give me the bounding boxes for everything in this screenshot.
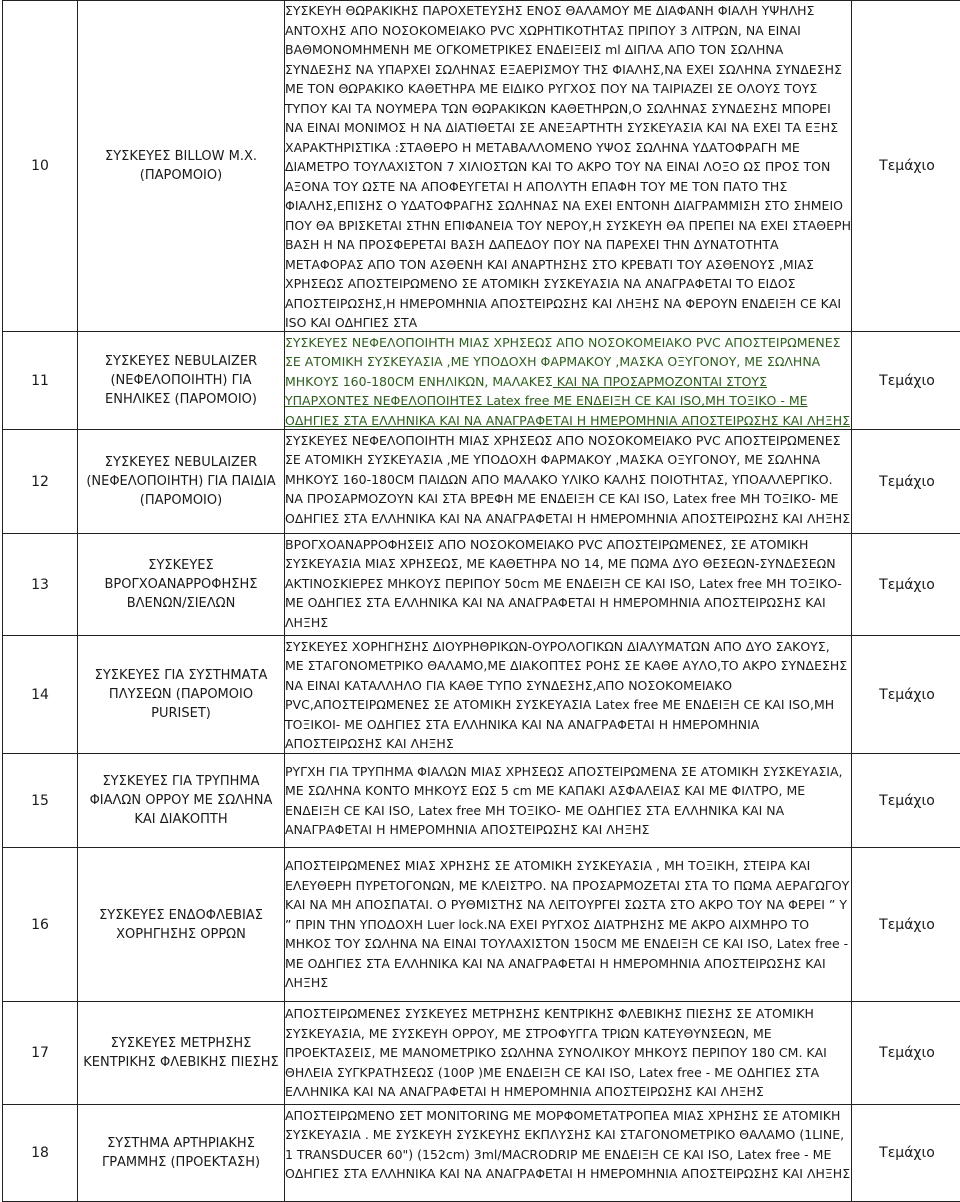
item-description [285, 754, 852, 848]
item-number: 10 [3, 1, 78, 332]
item-number: 14 [3, 636, 78, 754]
table-row [3, 1, 960, 332]
item-name: ΣΥΣΚΕΥΕΣ ΒΡΟΓΧΟΑΝΑΡΡΟΦΗΣΗΣ ΒΛΕΝΩΝ/ΣΙΕΛΩΝ [78, 534, 285, 636]
item-unit: Τεμάχιο [852, 636, 960, 754]
item-description [285, 636, 852, 754]
item-unit: Τεμάχιο [852, 332, 960, 430]
item-unit: Τεμάχιο [852, 534, 960, 636]
item-name: ΣΥΣΚΕΥΕΣ ΓΙΑ ΤΡΥΠΗΜΑ ΦΙΑΛΩΝ ΟΡΡΟΥ ΜΕ ΣΩΛΗΝΑ ΚΑΙ ΔΙΑΚΟΠΤΗ [78, 754, 285, 848]
item-number: 11 [3, 332, 78, 430]
table-row [3, 430, 960, 534]
description-text: ΡΥΓΧΗ ΓΙΑ ΤΡΥΠΗΜΑ ΦΙΑΛΩΝ ΜΙΑΣ ΧΡΗΣΕΩΣ ΑΠΟΣΤΕΙΡΩΜΕΝΑ ΣΕ ΑΤΟΜΙΚΗ ΣΥΣΚΕΥΑΣΙΑ, ΜΕ ΣΩΛΗΝΑ ΚΟΝΤΟ ΜΗΚΟΥΣ ΕΩΣ 5 cm ΜΕ ΚΑΠΑΚΙ ΑΣΦΑΛΕΙΑΣ ΚΑΙ ΜΕ ΦΙΛΤΡΟ, ΜΕ ΕΝΔΕΙΞΗ CE ΚΑΙ ISO, Latex free ΜΗ ΤΟΞΙΚΟ- ΜΕ ΟΔΗΓΙΕΣ ΣΤΑ ΕΛΛΗΝΙΚΑ ΚΑΙ ΝΑ ΑΝΑΓΡΑΦΕΤΑΙ Η ΗΜΕΡΟΜΗΝΙΑ ΑΠΟΣΤΕΙΡΩΣΗΣ ΚΑΙ ΛΗΞΗΣ [285, 764, 843, 838]
item-unit: Τεμάχιο [852, 1002, 960, 1105]
item-unit: Τεμάχιο [852, 848, 960, 1002]
item-description [285, 1002, 852, 1105]
table-row [3, 1105, 960, 1202]
table-row [3, 1002, 960, 1105]
description-text: ΣΥΣΚΕΥΕΣ ΝΕΦΕΛΟΠΟΙΗΤΗ ΜΙΑΣ ΧΡΗΣΕΩΣ ΑΠΟ ΝΟΣΟΚΟΜΕΙΑΚΟ PVC ΑΠΟΣΤΕΙΡΩΜΕΝΕΣ ΣΕ ΑΤΟΜΙΚΗ ΣΥΣΚΕΥΑΣΙΑ ,ΜΕ ΥΠΟΔΟΧΗ ΦΑΡΜΑΚΟΥ ,ΜΑΣΚΑ ΟΞΥΓΟΝΟΥ, ΜΕ ΣΩΛΗΝΑ ΜΗΚΟΥΣ 160-180CM ΠΑΙΔΩΝ ΑΠΟ ΜΑΛΑΚΟ ΥΛΙΚΟ ΚΑΛΗΣ ΠΟΙΟΤΗΤΑΣ, ΥΠΟΑΛΛΕΡΓΙΚΟ. ΝΑ ΠΡΟΣΑΡΜΟΖΟΥΝ ΚΑΙ ΣΤΑ ΒΡΕΦΗ ΜΕ ΕΝΔΕΙΞΗ CE ΚΑΙ ISO, Latex free ΜΗ ΤΟΞΙΚΟ- ΜΕ ΟΔΗΓΙΕΣ ΣΤΑ ΕΛΛΗΝΙΚΑ ΚΑΙ ΝΑ ΑΝΑΓΡΑΦΕΤΑΙ Η ΗΜΕΡΟΜΗΝΙΑ ΑΠΟΣΤΕΙΡΩΣΗΣ ΚΑΙ ΛΗΞΗΣ [285, 433, 850, 526]
item-unit: Τεμάχιο [852, 430, 960, 534]
item-name: ΣΥΣΚΕΥΕΣ ΜΕΤΡΗΣΗΣ ΚΕΝΤΡΙΚΗΣ ΦΛΕΒΙΚΗΣ ΠΙΕΣΗΣ [78, 1002, 285, 1105]
item-unit: Τεμάχιο [852, 1105, 960, 1202]
description-text: ΑΠΟΣΤΕΙΡΩΜΕΝΟ ΣΕΤ MONITORING ΜΕ ΜΟΡΦΟΜΕΤΑΤΡΟΠΕΑ ΜΙΑΣ ΧΡΗΣΗΣ ΣΕ ΑΤΟΜΙΚΗ ΣΥΣΚΕΥΑΣΙΑ . ΜΕ ΣΥΣΚΕΥΗ ΣΥΣΚΕΥΗΣ ΕΚΠΛΥΣΗΣ ΚΑΙ ΣΤΑΓΟΝΟΜΕΤΡΙΚΟ ΘΑΛΑΜΟ (1LINE, 1 TRANSDUCER 60") (152cm) 3ml/MACRODRIP ΜΕ ΕΝΔΕΙΞΗ CE ΚΑΙ ISO, Latex free - ΜΕ ΟΔΗΓΙΕΣ ΣΤΑ ΕΛΛΗΝΙΚΑ ΚΑΙ ΝΑ ΑΝΑΓΡΑΦΕΤΑΙ Η ΗΜΕΡΟΜΗΝΙΑ ΑΠΟΣΤΕΙΡΩΣΗΣ ΚΑΙ ΛΗΞΗΣ [285, 1108, 850, 1182]
description-text: ΣΥΣΚΕΥΕΣ ΝΕΦΕΛΟΠΟΙΗΤΗ ΜΙΑΣ ΧΡΗΣΕΩΣ ΑΠΟ ΝΟΣΟΚΟΜΕΙΑΚΟ PVC ΑΠΟΣΤΕΙΡΩΜΕΝΕΣ ΣΕ ΑΤΟΜΙΚΗ ΣΥΣΚΕΥΑΣΙΑ ,ΜΕ ΥΠΟΔΟΧΗ ΦΑΡΜΑΚΟΥ ,ΜΑΣΚΑ ΟΞΥΓΟΝΟΥ, ΜΕ ΣΩΛΗΝΑ ΜΗΚΟΥΣ 160-180CM ΕΝΗΛΙΚΩΝ, ΜΑΛΑΚΕΣ [285, 335, 841, 389]
description-text: ΑΠΟΣΤΕΙΡΩΜΕΝΕΣ ΜΙΑΣ ΧΡΗΣΗΣ ΣΕ ΑΤΟΜΙΚΗ ΣΥΣΚΕΥΑΣΙΑ , ΜΗ ΤΟΞΙΚΗ, ΣΤΕΙΡΑ ΚΑΙ ΕΛΕΥΘΕΡΗ ΠΥΡΕΤΟΓΟΝΩΝ, ΜΕ ΚΛΕΙΣΤΡΟ. ΝΑ ΠΡΟΣΑΡΜΟΖΕΤΑΙ ΣΤΑ ΤΟ ΠΩΜΑ ΑΕΡΑΓΩΓΟΥ ΚΑΙ ΝΑ ΜΗ ΑΠΟΣΠΑΤΑΙ. Ο ΡΥΘΜΙΣΤΗΣ ΝΑ ΛΕΙΤΟΥΡΓΕΙ ΣΩΣΤΑ ΣΤΟ ΑΚΡΟ ΤΟΥ ΝΑ ΦΕΡΕΙ ” Y ” ΠΡΙΝ ΤΗΝ ΥΠΟΔΟΧΗ Luer lock.ΝΑ ΕΧΕΙ ΡΥΓΧΟΣ ΔΙΑΤΡΗΣΗΣ ΜΕ ΑΚΡΟ ΑΙΧΜΗΡΟ ΤΟ ΜΗΚΟΣ ΤΟΥ ΣΩΛΗΝΑ ΝΑ ΕΙΝΑΙ ΤΟΥΛΑΧΙΣΤΟΝ 150CM ΜΕ ΕΝΔΕΙΞΗ CE ΚΑΙ ISO, Latex free - ΜΕ ΟΔΗΓΙΕΣ ΣΤΑ ΕΛΛΗΝΙΚΑ ΚΑΙ ΝΑ ΑΝΑΓΡΑΦΕΤΑΙ Η ΗΜΕΡΟΜΗΝΙΑ ΑΠΟΣΤΕΙΡΩΣΗΣ ΚΑΙ ΛΗΞΗΣ [285, 858, 849, 990]
specification-table [2, 0, 960, 1202]
item-description [285, 1, 852, 332]
item-name: ΣΥΣΚΕΥΕΣ BILLOW Μ.Χ. (ΠΑΡΟΜΟΙΟ) [78, 1, 285, 332]
table-row [3, 534, 960, 636]
item-number: 13 [3, 534, 78, 636]
item-number: 12 [3, 430, 78, 534]
table-row [3, 754, 960, 848]
item-number: 16 [3, 848, 78, 1002]
item-description [285, 430, 852, 534]
description-text: ΒΡΟΓΧΟΑΝΑΡΡΟΦΗΣΕΙΣ ΑΠΟ ΝΟΣΟΚΟΜΕΙΑΚΟ PVC ΑΠΟΣΤΕΙΡΩΜΕΝΕΣ, ΣΕ ΑΤΟΜΙΚΗ ΣΥΣΚΕΥΑΣΙΑ ΜΙΑΣ ΧΡΗΣΕΩΣ, ΜΕ ΚΑΘΕΤΗΡΑ ΝΟ 14, ΜΕ ΠΩΜΑ ΔΥΟ ΘΕΣΕΩΝ-ΣΥΝΔΕΣΕΩΝ ΑΚΤΙΝΟΣΚΙΕΡΕΣ ΜΗΚΟΥΣ ΠΕΡΙΠΟΥ 50cm ΜΕ ΕΝΔΕΙΞΗ CE ΚΑΙ ISO, Latex free ΜΗ ΤΟΞΙΚΟ- ΜΕ ΟΔΗΓΙΕΣ ΣΤΑ ΕΛΛΗΝΙΚΑ ΚΑΙ ΝΑ ΑΝΑΓΡΑΦΕΤΑΙ Η ΗΜΕΡΟΜΗΝΙΑ ΑΠΟΣΤΕΙΡΩΣΗΣ ΚΑΙ ΛΗΞΗΣ [285, 537, 842, 630]
table-row [3, 332, 960, 430]
item-unit: Τεμάχιο [852, 754, 960, 848]
item-description [285, 1105, 852, 1202]
item-name: ΣΥΣΚΕΥΕΣ ΕΝΔΟΦΛΕΒΙΑΣ ΧΟΡΗΓΗΣΗΣ ΟΡΡΩΝ [78, 848, 285, 1002]
item-description [285, 332, 852, 430]
description-text: ΑΠΟΣΤΕΙΡΩΜΕΝΕΣ ΣΥΣΚΕΥΕΣ ΜΕΤΡΗΣΗΣ ΚΕΝΤΡΙΚΗΣ ΦΛΕΒΙΚΗΣ ΠΙΕΣΗΣ ΣΕ ΑΤΟΜΙΚΗ ΣΥΣΚΕΥΑΣΙΑ, ΜΕ ΣΥΣΚΕΥΗ ΟΡΡΟΥ, ΜΕ ΣΤΡΟΦΥΓΓΑ ΤΡΙΩΝ ΚΑΤΕΥΘΥΝΣΕΩΝ, ΜΕ ΠΡΟΕΚΤΑΣΕΙΣ, ΜΕ ΜΑΝΟΜΕΤΡΙΚΟ ΣΩΛΗΝΑ ΣΥΝΟΛΙΚΟΥ ΜΗΚΟΥΣ ΠΕΡΙΠΟΥ 180 CM. ΚΑΙ ΘΗΛΕΙΑ ΣΥΓΚΡΑΤΗΣΕΩΣ (100P )ΜΕ ΕΝΔΕΙΞΗ CE ΚΑΙ ISO, Latex free - ΜΕ ΟΔΗΓΙΕΣ ΣΤΑ ΕΛΛΗΝΙΚΑ ΚΑΙ ΝΑ ΑΝΑΓΡΑΦΕΤΑΙ Η ΗΜΕΡΟΜΗΝΙΑ ΑΠΟΣΤΕΙΡΩΣΗΣ ΚΑΙ ΛΗΞΗΣ [285, 1006, 827, 1099]
item-description [285, 848, 852, 1002]
item-name: ΣΥΣΚΕΥΕΣ NEBULAIZER (ΝΕΦΕΛΟΠΟΙΗΤΗ) ΓΙΑ ΠΑΙΔΙΑ (ΠΑΡΟΜΟΙΟ) [78, 430, 285, 534]
description-text: ΣΥΣΚΕΥΗ ΘΩΡΑΚΙΚΗΣ ΠΑΡΟΧΕΤΕΥΣΗΣ ΕΝΟΣ ΘΑΛΑΜΟΥ ΜΕ ΔΙΑΦΑΝΗ ΦΙΑΛΗ ΥΨΗΛΗΣ ΑΝΤΟΧΗΣ ΑΠΟ ΝΟΣΟΚΟΜΕΙΑΚΟ PVC ΧΩΡΗΤΙΚΟΤΗΤΑΣ ΠΡΙΠΟΥ 3 ΛΙΤΡΩΝ, ΝΑ ΕΙΝΑΙ ΒΑΘΜΟΝΟΜΗΜΕΝΗ ΜΕ ΟΓΚΟΜΕΤΡΙΚΕΣ ΕΝΔΕΙΞΕΙΣ ml ΔΙΠΛΑ ΑΠΟ ΤΟΝ ΣΩΛΗΝΑ ΣΥΝΔΕΣΗΣ ΝΑ ΥΠΑΡΧΕΙ ΣΩΛΗΝΑΣ ΕΞΑΕΡΙΣΜΟΥ ΤΗΣ ΦΙΑΛΗΣ,ΝΑ ΕΧΕΙ ΣΩΛΗΝΑ ΣΥΝΔΕΣΗΣ ΜΕ ΤΟΝ ΘΩΡΑΚΙΚΟ ΚΑΘΕΤΗΡΑ ΜΕ ΕΙΔΙΚΟ ΡΥΓΧΟΣ ΠΟΥ ΝΑ ΤΑΙΡΙΑΖΕΙ ΣΕ ΟΛΟΥΣ ΤΟΥΣ ΤΥΠΟΥ ΚΑΙ ΤΑ ΝΟΥΜΕΡΑ ΤΩΝ ΘΩΡΑΚΙΚΩΝ ΚΑΘΕΤΗΡΩΝ,Ο ΣΩΛΗΝΑΣ ΣΥΝΔΕΣΗΣ ΜΠΟΡΕΙ ΝΑ ΕΙΝΑΙ ΜΟΝΙΜΟΣ Η ΝΑ ΔΙΑΤΙΘΕΤΑΙ ΣΕ ΑΝΕΞΑΡΤΗΤΗ ΣΥΣΚΕΥΑΣΙΑ ΚΑΙ ΝΑ ΕΧΕΙ ΤΑ ΕΞΗΣ ΧΑΡΑΚΤΗΡΙΣΤΙΚΑ :ΣΤΑΘΕΡΟ Η ΜΕΤΑΒΑΛΛΟΜΕΝΟ ΥΨΟΣ ΣΩΛΗΝΑ ΥΔΑΤΟΦΡΑΓΗ ΜΕ ΔΙΑΜΕΤΡΟ ΤΟΥΛΑΧΙΣΤΟΝ 7 ΧΙΛΙΟΣΤΩΝ ΚΑΙ ΤΟ ΑΚΡΟ ΤΟΥ ΝΑ ΕΙΝΑΙ ΛΟΞΟ ΩΣ ΠΡΟΣ ΤΟΝ ΑΞΟΝΑ ΤΟΥ ΩΣΤΕ ΝΑ ΑΠΟΦΕΥΓΕΤΑΙ Η ΑΠΟΛΥΤΗ ΕΠΑΦΗ ΤΟΥ ΜΕ ΤΟΝ ΠΑΤΟ ΤΗΣ ΦΙΑΛΗΣ,ΕΠΙΣΗΣ Ο ΥΔΑΤΟΦΡΑΓΗΣ ΣΩΛΗΝΑΣ ΝΑ ΕΧΕΙ ΕΝΤΟΝΗ ΔΙΑΓΡΑΜΜΙΣΗ ΣΤΟ ΣΗΜΕΙΟ ΠΟΥ ΘΑ ΒΡΙΣΚΕΤΑΙ ΣΤΗΝ ΕΠΙΦΑΝΕΙΑ ΤΟΥ ΝΕΡΟΥ,Η ΣΥΣΚΕΥΗ ΘΑ ΠΡΕΠΕΙ ΝΑ ΕΧΕΙ ΣΤΑΘΕΡΗ ΒΑΣΗ Η ΝΑ ΠΡΟΣΦΕΡΕΤΑΙ ΒΑΣΗ ΔΑΠΕΔΟΥ ΠΟΥ ΝΑ ΠΑΡΕΧΕΙ ΤΗΝ ΔΥΝΑΤΟΤΗΤΑ ΜΕΤΑΦΟΡΑΣ ΑΠΟ ΤΟΝ ΑΣΘΕΝΗ ΚΑΙ ΑΝΑΡΤΗΣΗΣ ΣΤΟ ΚΡΕΒΑΤΙ ΤΟΥ ΑΣΘΕΝΟΥΣ ,ΜΙΑΣ ΧΡΗΣΕΩΣ ΑΠΟΣΤΕΙΡΩΜΕΝΟ ΣΕ ΑΤΟΜΙΚΗ ΣΥΣΚΕΥΑΣΙΑ ΝΑ ΑΝΑΓΡΑΦΕΤΑΙ ΤΟ ΕΙΔΟΣ ΑΠΟΣΤΕΙΡΩΣΗΣ,Η ΗΜΕΡΟΜΗΝΙΑ ΑΠΟΣΤΕΙΡΩΣΗΣ ΚΑΙ ΛΗΞΗΣ ΝΑ ΦΕΡΟΥΝ ΕΝΔΕΙΞΗ CE ΚΑΙ ISO ΚΑΙ ΟΔΗΓΙΕΣ ΣΤΑ [285, 3, 851, 330]
item-description [285, 534, 852, 636]
table-body [3, 1, 960, 1202]
item-unit: Τεμάχιο [852, 1, 960, 332]
item-number: 18 [3, 1105, 78, 1202]
description-text: ΣΥΣΚΕΥΕΣ ΧΟΡΗΓΗΣΗΣ ΔΙΟΥΡΗΘΡΙΚΩΝ-ΟΥΡΟΛΟΓΙΚΩΝ ΔΙΑΛΥΜΑΤΩΝ ΑΠΟ ΔΥΟ ΣΑΚΟΥΣ, ΜΕ ΣΤΑΓΟΝΟΜΕΤΡΙΚΟ ΘΑΛΑΜΟ,ΜΕ ΔΙΑΚΟΠΤΕΣ ΡΟΗΣ ΣΕ ΚΑΘΕ ΑΥΛΟ,ΤΟ ΑΚΡΟ ΣΥΝΔΕΣΗΣ ΝΑ ΕΙΝΑΙ ΚΑΤΑΛΛΗΛΟ ΓΙΑ ΚΑΘΕ ΤΥΠΟ ΣΥΝΔΕΣΗΣ,ΑΠΟ ΝΟΣΟΚΟΜΕΙΑΚΟ PVC,ΑΠΟΣΤΕΙΡΩΜΕΝΕΣ ΣΕ ΑΤΟΜΙΚΗ ΣΥΣΚΕΥΑΣΙΑ Latex free ΜΕ ΕΝΔΕΙΞΗ CE ΚΑΙ ISO,ΜΗ ΤΟΞΙΚΟΙ- ΜΕ ΟΔΗΓΙΕΣ ΣΤΑ ΕΛΛΗΝΙΚΑ ΚΑΙ ΝΑ ΑΝΑΓΡΑΦΕΤΑΙ Η ΗΜΕΡΟΜΗΝΙΑ ΑΠΟΣΤΕΙΡΩΣΗΣ ΚΑΙ ΛΗΞΗΣ [285, 639, 847, 752]
item-name: ΣΥΣΚΕΥΕΣ ΓΙΑ ΣΥΣΤΗΜΑΤΑ ΠΛΥΣΕΩΝ (ΠΑΡΟΜΟΙΟ PURISET) [78, 636, 285, 754]
description-underlined-text: ΚΑΙ ΝΑ ΠΡΟΣΑΡΜΟΖΟΝΤΑΙ ΣΤΟΥΣ ΥΠΑΡΧΟΝΤΕΣ ΝΕΦΕΛΟΠΟΙΗΤΕΣ Latex free ΜΕ ΕΝΔΕΙΞΗ CE ΚΑΙ ISO,ΜΗ ΤΟΞΙΚΟ - ΜΕ ΟΔΗΓΙΕΣ ΣΤΑ ΕΛΛΗΝΙΚΑ ΚΑΙ ΝΑ ΑΝΑΓΡΑΦΕΤΑΙ Η ΗΜΕΡΟΜΗΝΙΑ ΑΠΟΣΤΕΙΡΩΣΗΣ ΚΑΙ ΛΗΞΗΣ [285, 374, 850, 428]
table-row [3, 636, 960, 754]
item-number: 17 [3, 1002, 78, 1105]
table-row [3, 848, 960, 1002]
item-number: 15 [3, 754, 78, 848]
item-name: ΣΥΣΤΗΜΑ ΑΡΤΗΡΙΑΚΗΣ ΓΡΑΜΜΗΣ (ΠΡΟΕΚΤΑΣΗ) [78, 1105, 285, 1202]
item-name: ΣΥΣΚΕΥΕΣ NEBULAIZER (ΝΕΦΕΛΟΠΟΙΗΤΗ) ΓΙΑ ΕΝΗΛΙΚΕΣ (ΠΑΡΟΜΟΙΟ) [78, 332, 285, 430]
